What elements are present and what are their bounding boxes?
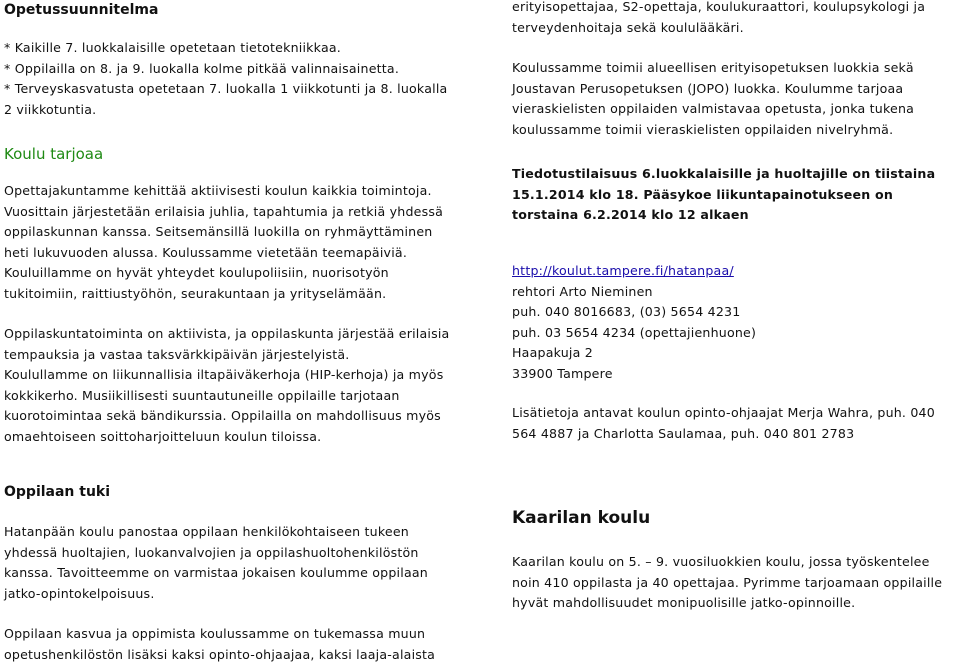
text-line: oppilaskunnan kanssa. Seitsemänsillä luokilla on ryhmäyttäminen: [4, 222, 474, 243]
list-item: 2 viikkotuntia.: [4, 100, 474, 121]
curriculum-heading: Opetussuunnitelma: [4, 0, 158, 20]
text-line: tukitoimiin, raittiustyöhön, seurakuntaan ja yrityselämään.: [4, 284, 474, 305]
street-address: Haapakuja 2: [512, 343, 958, 364]
contact-block: [512, 261, 958, 384]
principal-name: rehtori Arto Nieminen: [512, 282, 958, 303]
text-line: 564 4887 ja Charlotta Saulamaa, puh. 040 801 2783: [512, 424, 958, 445]
text-line: Joustavan Perusopetuksen (JOPO) luokka. Koulumme tarjoaa: [512, 79, 958, 100]
text-line: torstaina 6.2.2014 klo 12 alkaen: [512, 205, 958, 226]
support-paragraph: [4, 522, 474, 604]
text-line: opetushenkilöstön lisäksi kaksi opinto-ohjaajaa, kaksi laaja-alaista: [4, 645, 474, 665]
text-line: Kouluillamme on hyvät yhteydet koulupoliisiin, nuorisotyön: [4, 263, 474, 284]
kaarila-school-heading: Kaarilan koulu: [512, 507, 650, 529]
section-heading-koulu-tarjoaa: Koulu tarjoaa: [4, 144, 103, 164]
text-line: Opettajakuntamme kehittää aktiivisesti koulun kaikkia toimintoja.: [4, 181, 474, 202]
text-line: Koulussamme toimii alueellisen erityisopetuksen luokkia sekä: [512, 58, 958, 79]
student-support-heading: Oppilaan tuki: [4, 482, 110, 502]
text-line: Lisätietoja antavat koulun opinto-ohjaajat Merja Wahra, puh. 040: [512, 403, 958, 424]
curriculum-list: [4, 38, 474, 120]
postal-address: 33900 Tampere: [512, 364, 958, 385]
offer-paragraph: [4, 181, 474, 304]
list-item: * Oppilailla on 8. ja 9. luokalla kolme pitkää valinnaisainetta.: [4, 59, 474, 80]
text-line: jatko-opintokelpoisuus.: [4, 584, 474, 605]
school-website-link[interactable]: http://koulut.tampere.fi/hatanpaa/: [512, 261, 958, 282]
text-line: yhdessä huoltajien, luokanvalvojien ja oppilashuoltohenkilöstön: [4, 543, 474, 564]
text-line: Koulullamme on liikunnallisia iltapäiväkerhoja (HIP-kerhoja) ja myös: [4, 365, 474, 386]
kaarila-school-paragraph: [512, 552, 958, 614]
info-session-notice: [512, 164, 958, 226]
list-item: * Terveyskasvatusta opetetaan 7. luokalla 1 viikkotunti ja 8. luokalla: [4, 79, 474, 100]
text-line: Tiedotustilaisuus 6.luokkalaisille ja huoltajille on tiistaina: [512, 164, 958, 185]
phone-numbers: puh. 040 8016683, (03) 5654 4231: [512, 302, 958, 323]
text-line: erityisopettajaa, S2-opettaja, koulukuraattori, koulupsykologi ja: [512, 0, 958, 18]
text-line: Vuosittain järjestetään erilaisia juhlia, tapahtumia ja retkiä yhdessä: [4, 202, 474, 223]
text-line: Oppilaan kasvua ja oppimista koulussamme on tukemassa muun: [4, 624, 474, 645]
text-line: kuorotoimintaa sekä bändikurssia. Oppilailla on mahdollisuus myös: [4, 406, 474, 427]
text-line: heti lukuvuoden alussa. Koulussamme vietetään teemapäiviä.: [4, 243, 474, 264]
text-line: kanssa. Tavoitteemme on varmistaa jokaisen koulumme oppilaan: [4, 563, 474, 584]
text-line: tempauksia ja vastaa taksvärkkipäivän järjestelyistä.: [4, 345, 474, 366]
special-education-paragraph: [512, 58, 958, 140]
text-line: kokkikerho. Musiikillisesti suuntautuneille oppilaille tarjotaan: [4, 386, 474, 407]
text-line: vieraskielisten oppilaiden valmistavaa opetusta, jonka tukena: [512, 99, 958, 120]
student-council-paragraph: [4, 324, 474, 447]
text-line: omaehtoiseen soittoharjoitteluun koulun tiloissa.: [4, 427, 474, 448]
text-line: Kaarilan koulu on 5. – 9. vuosiluokkien koulu, jossa työskentelee: [512, 552, 958, 573]
text-line: koulussamme toimii vieraskielisten oppilaiden nivelryhmä.: [512, 120, 958, 141]
support-staff-paragraph: [4, 624, 474, 665]
text-line: Hatanpään koulu panostaa oppilaan henkilökohtaiseen tukeen: [4, 522, 474, 543]
list-item: * Kaikille 7. luokkalaisille opetetaan tietotekniikkaa.: [4, 38, 474, 59]
text-line: Oppilaskuntatoiminta on aktiivista, ja oppilaskunta järjestää erilaisia: [4, 324, 474, 345]
staff-continuation-paragraph: [512, 0, 958, 38]
text-line: 15.1.2014 klo 18. Pääsykoe liikuntapainotukseen on: [512, 185, 958, 206]
counselor-info-paragraph: [512, 403, 958, 444]
text-line: terveydenhoitaja sekä koululääkäri.: [512, 18, 958, 39]
text-line: hyvät mahdollisuudet monipuolisille jatko-opinnoille.: [512, 593, 958, 614]
text-line: noin 410 oppilasta ja 40 opettajaa. Pyrimme tarjoamaan oppilaille: [512, 573, 958, 594]
teachers-room-phone: puh. 03 5654 4234 (opettajienhuone): [512, 323, 958, 344]
